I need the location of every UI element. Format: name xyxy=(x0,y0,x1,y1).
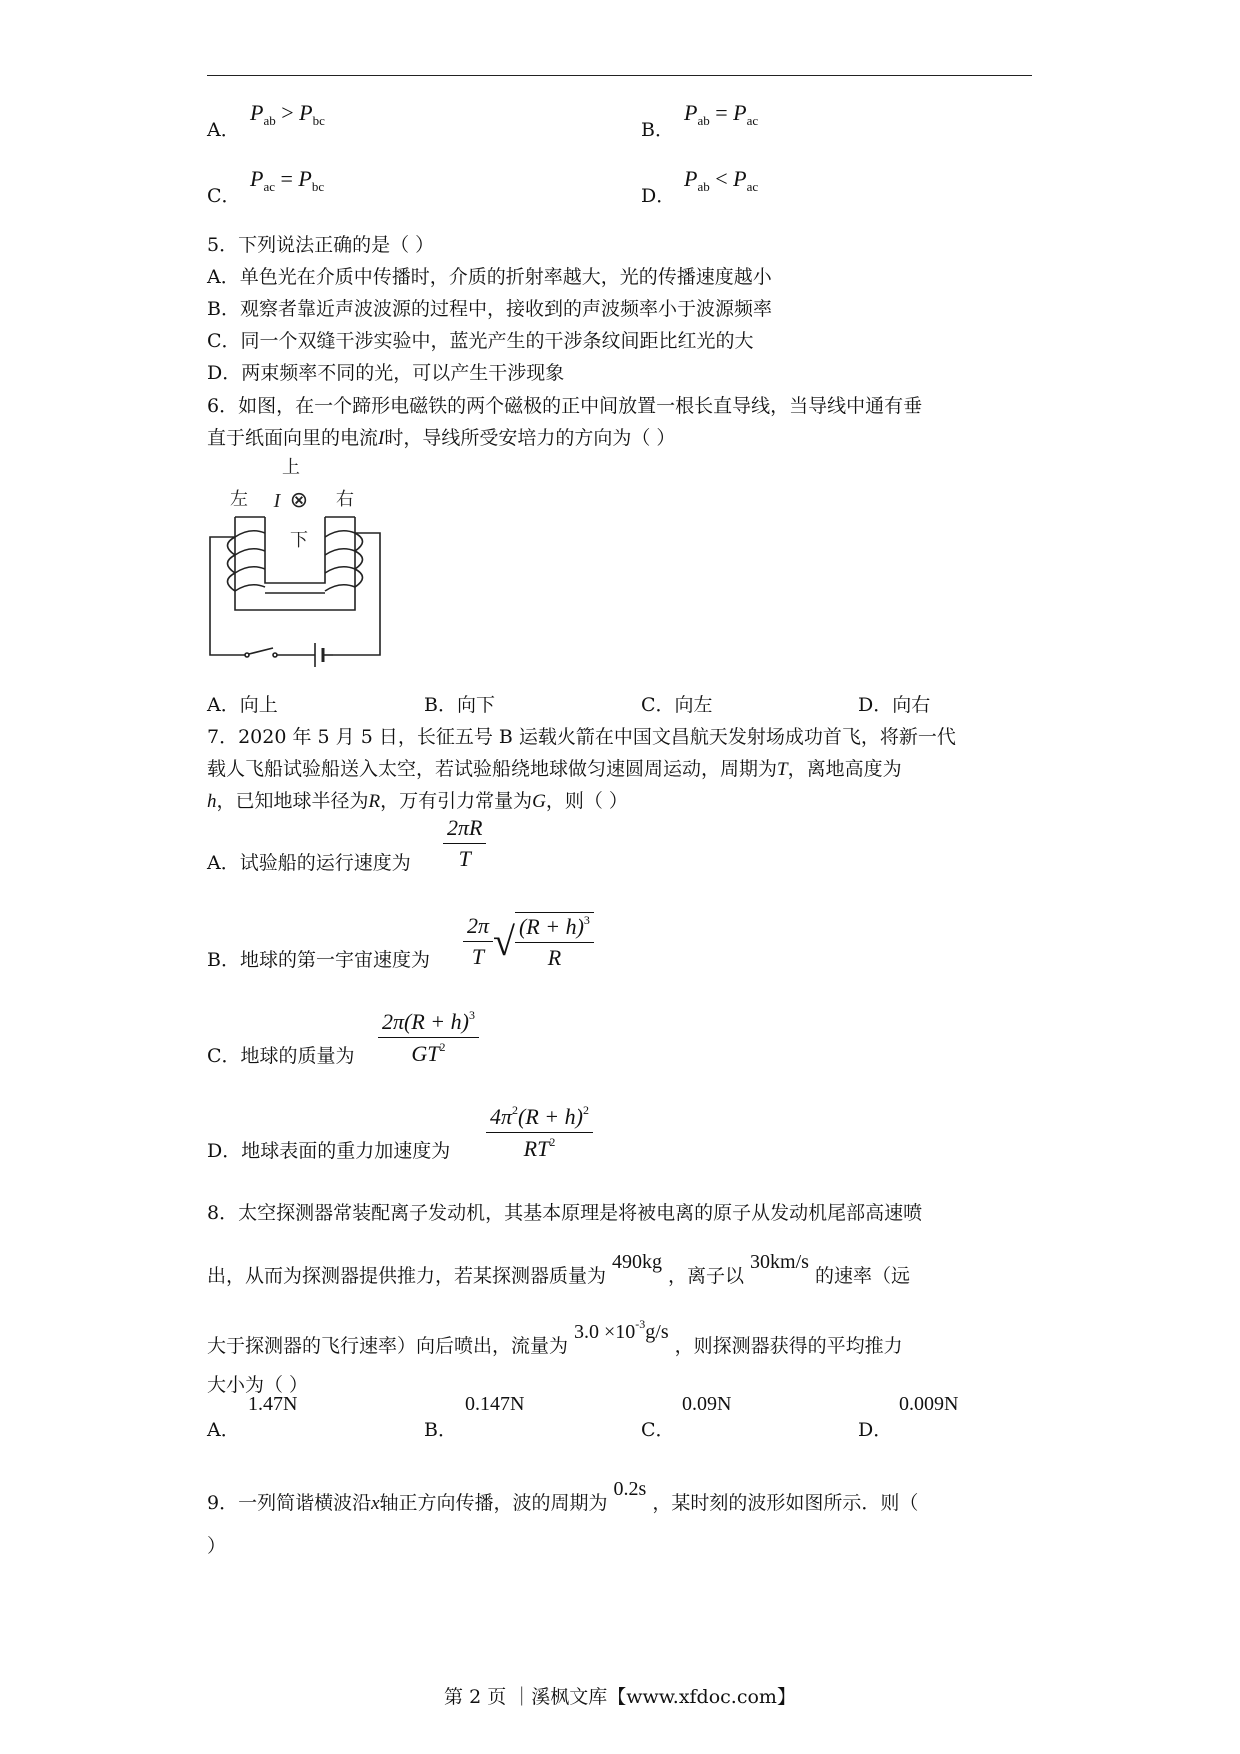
q7-option-b-text: B．地球的第一宇宙速度为 xyxy=(207,949,430,971)
header-rule xyxy=(207,75,1032,76)
q4-option-d-formula: $P_{ab} < P_{ac}$ xyxy=(684,166,759,194)
q5-option-b: B．观察者靠近声波波源的过程中，接收到的声波频率小于波源频率 xyxy=(207,298,772,320)
q8-option-b-label: B． xyxy=(424,1419,457,1441)
q8-stem-line4: 大小为（ ） xyxy=(207,1374,309,1396)
figure-label-left: 左 xyxy=(230,489,248,510)
q6-option-b: B．向下 xyxy=(424,694,495,716)
q6-option-c: C．向左 xyxy=(641,694,713,716)
q7-option-d-formula: $\frac{4\pi^2(R + h)^2}{RT^2}$ xyxy=(486,1103,593,1162)
q7-option-a-formula: $\frac{2\pi R}{T}$ xyxy=(443,815,486,872)
q5-option-c: C．同一个双缝干涉实验中，蓝光产生的干涉条纹间距比红光的大 xyxy=(207,330,754,352)
q8-option-b-value: 0.147N xyxy=(465,1393,525,1415)
q4-option-b: B． xyxy=(641,119,674,141)
q7-option-c-formula: $\frac{2\pi(R + h)^3}{GT^2}$ xyxy=(378,1008,479,1067)
q4-option-b-formula: $P_{ab} = P_{ac}$ xyxy=(684,100,759,128)
q8-option-d-value: 0.009N xyxy=(899,1393,959,1415)
q8-stem-line1: 8．太空探测器常装配离子发动机，其基本原理是将被电离的原子从发动机尾部高速喷 xyxy=(207,1202,923,1224)
q9-stem-line1: 9．一列简谐横波沿x轴正方向传播，波的周期为0.2s，某时刻的波形如图所示．则（ xyxy=(207,1478,919,1514)
figure-label-up: 上 xyxy=(282,457,300,478)
q4-option-c-formula: $P_{ac} = P_{bc}$ xyxy=(250,166,325,194)
into-page-icon: ⊗ xyxy=(289,488,309,513)
q6-stem-line2: 直于纸面向里的电流I时，导线所受安培力的方向为（ ） xyxy=(207,427,676,449)
q8-stem-line3: 大于探测器的飞行速率）向后喷出，流量为$3.0 \times 10^{-3}g/s$，则探测器获得的平均推力 xyxy=(207,1317,903,1357)
figure-label-down: 下 xyxy=(290,530,308,551)
q4-option-d: D． xyxy=(641,185,676,207)
q8-option-c-label: C． xyxy=(641,1419,675,1441)
q5-stem: 5．下列说法正确的是（ ） xyxy=(207,234,435,256)
q6-option-d: D．向右 xyxy=(858,694,931,716)
q8-stem-line2: 出，从而为探测器提供推力，若某探测器质量为490kg，离子以30km/s的速率（远 xyxy=(207,1251,910,1287)
q4-option-a: A． xyxy=(207,119,240,141)
electromagnet-figure xyxy=(205,455,385,670)
q7-stem-line1: 7．2020 年 5 月 5 日，长征五号 B 运载火箭在中国文昌航天发射场成功首飞，将新一代 xyxy=(207,726,956,748)
q7-stem-line2: 载人飞船试验船送入太空，若试验船绕地球做匀速圆周运动，周期为T，离地高度为 xyxy=(207,758,902,780)
q8-option-c-value: 0.09N xyxy=(682,1393,732,1415)
q8-option-a-value: 1.47N xyxy=(248,1393,298,1415)
q9-stem-line2: ） xyxy=(207,1535,227,1557)
q4-option-a-formula: $P_{ab} > P_{bc}$ xyxy=(250,100,325,128)
q7-option-b-formula: $\frac{2\pi}{T}$ √ $\frac{(R + h)^3}{R}$ xyxy=(463,912,594,971)
q8-option-a-label: A． xyxy=(207,1419,240,1441)
q6-stem-line1: 6．如图，在一个蹄形电磁铁的两个磁极的正中间放置一根长直导线，当导线中通有垂 xyxy=(207,395,923,417)
q6-option-a: A．向上 xyxy=(207,694,278,716)
q8-option-d-label: D． xyxy=(858,1419,893,1441)
figure-label-right: 右 xyxy=(336,489,354,510)
q5-option-d: D．两束频率不同的光，可以产生干涉现象 xyxy=(207,362,565,384)
q5-option-a: A．单色光在介质中传播时，介质的折射率越大，光的传播速度越小 xyxy=(207,266,772,288)
q4-option-c: C． xyxy=(207,185,241,207)
q7-option-c-text: C．地球的质量为 xyxy=(207,1045,355,1067)
q7-option-d-text: D．地球表面的重力加速度为 xyxy=(207,1140,451,1162)
figure-current-label: I xyxy=(273,490,281,512)
page-footer: 第 2 页 ｜溪枫文库【www.xfdoc.com】 xyxy=(444,1686,796,1708)
q7-stem-line3: h，已知地球半径为R，万有引力常量为G，则（ ） xyxy=(207,790,628,812)
q7-option-a-text: A．试验船的运行速度为 xyxy=(207,852,411,874)
